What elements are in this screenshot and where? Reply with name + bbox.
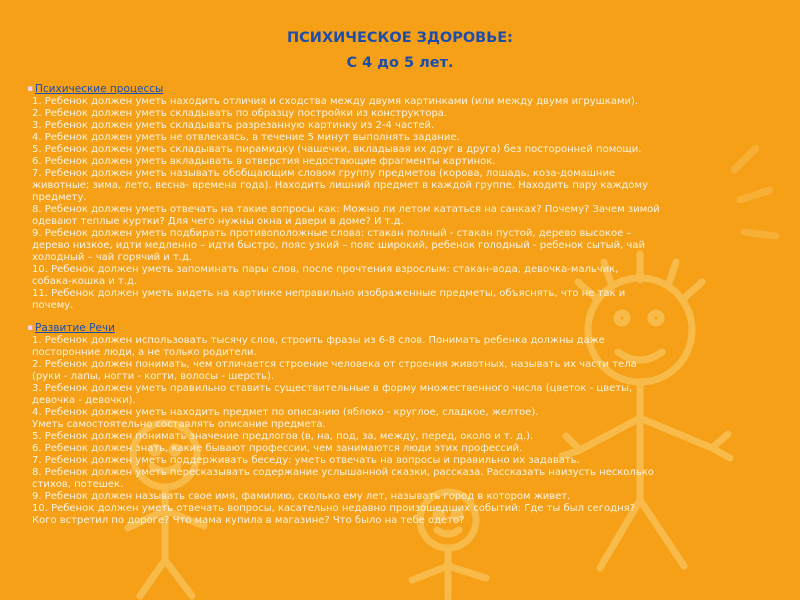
list-item: собака-кошка и т.д. bbox=[32, 276, 138, 287]
list-item: 2. Ребенок должен уметь складывать по образцу постройки из конструктора. bbox=[32, 108, 448, 119]
list-item: 6. Ребенок должен уметь вкладывать в отверстия недостающие фрагменты картинок. bbox=[32, 156, 496, 167]
list-item: холодный – чай горячий и т.д. bbox=[32, 252, 193, 263]
list-item: (руки - лапы, ногти - когти, волосы - шерсть). bbox=[32, 371, 275, 382]
section-bullet: ▪ bbox=[27, 84, 34, 94]
list-item: 8. Ребенок должен уметь отвечать на такие вопросы как: Можно ли летом кататься на санках? Почему? Зачем зимой bbox=[32, 204, 660, 215]
section-bullet: ▪ bbox=[27, 323, 34, 333]
list-item: 3. Ребенок должен уметь складывать разрезанную картинку из 2-4 частей. bbox=[32, 120, 435, 131]
section-heading-mental-processes: Психические процессы bbox=[35, 83, 164, 95]
list-item: почему. bbox=[32, 300, 74, 311]
list-item: 2. Ребенок должен понимать, чем отличается строение человека от строения животных, называть их части тела bbox=[32, 359, 637, 370]
list-item: 9. Ребенок должен называть свое имя, фамилию, сколько ему лет, называть город в котором живет. bbox=[32, 491, 571, 502]
list-item: 8. Ребенок должен уметь пересказывать содержание услышанной сказки, рассказа. Рассказать наизусть несколько bbox=[32, 467, 654, 478]
list-item: 4. Ребенок должен уметь не отвлекаясь, в течение 5 минут выполнять задание. bbox=[32, 132, 460, 143]
list-item: посторонние люди, а не только родители. bbox=[32, 347, 257, 358]
list-item: дерево низкое, идти медленно – идти быстро, пояс узкий – пояс широкий, ребенок голодный - ребенок сытый, чай bbox=[32, 240, 645, 251]
list-item: 4. Ребенок должен уметь находить предмет по описанию (яблоко - круглое, сладкое, желтое). bbox=[32, 407, 539, 418]
list-item: 10. Ребенок должен уметь отвечать вопросы, касательно недавно произошедших событий: Где ты был сегодня? bbox=[32, 503, 635, 514]
list-item: 7. Ребенок должен уметь называть обобщающим словом группу предметов (корова, лошадь, коза-домашние bbox=[32, 168, 616, 179]
slide-subtitle: С 4 до 5 лет. bbox=[346, 55, 454, 71]
slide-title: ПСИХИЧЕСКОЕ ЗДОРОВЬЕ: bbox=[287, 30, 513, 46]
list-item: 5. Ребенок должен уметь складывать пирамидку (чашечки, вкладывая их друг в друга) без посторонней помощи. bbox=[32, 144, 642, 155]
section-heading-speech-development: Развитие Речи bbox=[35, 322, 115, 334]
list-item: 9. Ребенок должен уметь подбирать противоположные слова: стакан полный - стакан пустой, дерево высокое – bbox=[32, 228, 632, 239]
list-item: 6. Ребенок должен знать, какие бывают профессии, чем занимаются люди этих профессий. bbox=[32, 443, 523, 454]
list-item: предмету. bbox=[32, 192, 87, 203]
list-item: Кого встретил по дороге? Что мама купила в магазине? Что было на тебе одето? bbox=[32, 515, 465, 526]
list-item: 11. Ребенок должен уметь видеть на картинке неправильно изображенные предметы, объяснять, что не так и bbox=[32, 288, 626, 299]
list-item: 10. Ребенок должен уметь запоминать пары слов, после прочтения взрослым: стакан-вода, девочка-мальчик, bbox=[32, 264, 619, 275]
list-item: стихов, потешек. bbox=[32, 479, 124, 490]
list-item: одевают теплые куртки? Для чего нужны окна и двери в доме? И т.д. bbox=[32, 216, 404, 227]
list-item: 5. Ребенок должен понимать значение предлогов (в, на, под, за, между, перед, около и т. д.). bbox=[32, 431, 534, 442]
list-item: 1. Ребенок должен уметь находить отличия и сходства между двумя картинками (или между двумя игрушками). bbox=[32, 96, 639, 107]
list-item: девочка - девочки). bbox=[32, 395, 136, 406]
list-item: Уметь самостоятельно составлять описание предмета. bbox=[32, 419, 326, 430]
list-item: животные; зима, лето, весна- времена года). Находить лишний предмет в каждой группе. Находить пару каждому bbox=[32, 180, 649, 191]
list-item: 1. Ребенок должен использовать тысячу слов, строить фразы из 6-8 слов. Понимать ребенка должны даже bbox=[32, 335, 605, 346]
list-item: 7. Ребенок должен уметь поддерживать беседу: уметь отвечать на вопросы и правильно их задавать. bbox=[32, 455, 580, 466]
list-item: 3. Ребенок должен уметь правильно ставить существительные в форму множественного числа (цветок - цветы, bbox=[32, 383, 633, 394]
